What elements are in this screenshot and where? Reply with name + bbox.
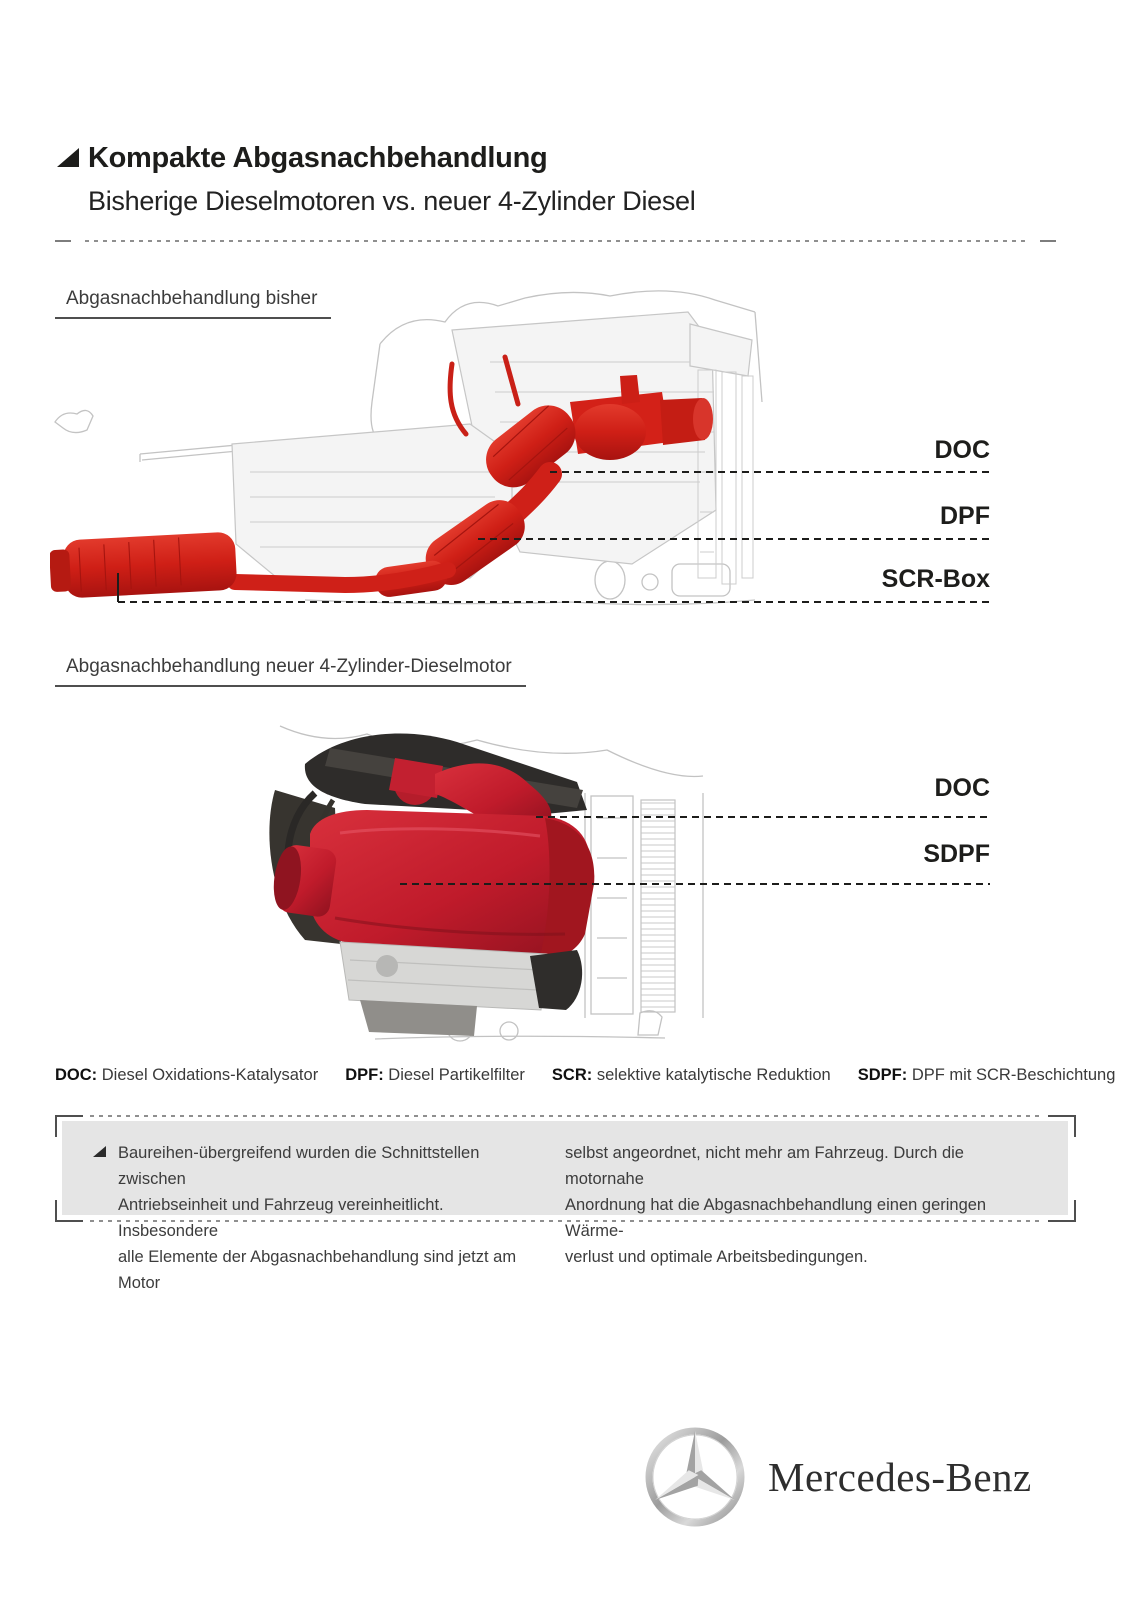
new-engine-illustration <box>245 698 705 1043</box>
divider-end-left <box>55 240 71 242</box>
note-corner-bottom-right <box>1048 1200 1076 1222</box>
note-column-left <box>118 1140 548 1296</box>
leader-line-scr-box <box>118 601 990 603</box>
glossary-item-sdpf <box>858 1066 1116 1085</box>
leader-line-doc-previous <box>550 471 990 473</box>
glossary-term: DOC: <box>55 1066 98 1084</box>
glossary-item-doc <box>55 1066 318 1085</box>
previous-engine-illustration <box>50 282 810 618</box>
glossary-row <box>55 1066 1115 1085</box>
glossary-definition: Diesel Oxidations-Katalysator <box>101 1066 319 1084</box>
section-label-new: Abgasnachbehandlung neuer 4-Zylinder-Dieselmotor <box>55 656 526 687</box>
note-line: alle Elemente der Abgasnachbehandlung sind jetzt am Motor <box>118 1248 517 1292</box>
glossary-term: SCR: <box>551 1066 593 1084</box>
callout-label-doc-previous: DOC <box>934 436 990 464</box>
glossary-definition: selektive katalytische Reduktion <box>596 1066 831 1084</box>
leader-line-doc-new <box>536 816 990 818</box>
note-corner-bottom-left <box>55 1200 83 1222</box>
glossary-term: SDPF: <box>857 1066 908 1084</box>
leader-line-dpf-previous <box>478 538 990 540</box>
glossary-definition: DPF mit SCR-Beschichtung <box>911 1066 1116 1084</box>
page-subtitle: Bisherige Dieselmotoren vs. neuer 4-Zylinder Diesel <box>88 186 696 216</box>
glossary-definition: Diesel Partikelfilter <box>388 1066 525 1084</box>
leader-line-sdpf <box>400 883 990 885</box>
note-column-right <box>565 1140 1035 1270</box>
note-line: selbst angeordnet, nicht mehr am Fahrzeug. Durch die motornahe <box>565 1144 964 1188</box>
header-divider <box>85 240 1030 242</box>
callout-label-doc-new: DOC <box>934 774 990 802</box>
note-corner-top-left <box>55 1115 83 1137</box>
note-line: Baureihen-übergreifend wurden die Schnittstellen zwischen <box>118 1144 480 1188</box>
glossary-term: DPF: <box>345 1066 384 1084</box>
callout-label-dpf-previous: DPF <box>940 502 990 530</box>
callout-label-sdpf: SDPF <box>923 840 990 868</box>
section-label-previous: Abgasnachbehandlung bisher <box>55 288 331 319</box>
brand-wordmark: Mercedes-Benz <box>768 1454 1032 1500</box>
page-title: Kompakte Abgasnachbehandlung <box>88 142 548 174</box>
callout-label-scr-box: SCR-Box <box>881 565 990 593</box>
glossary-item-scr <box>552 1066 831 1085</box>
note-corner-top-right <box>1048 1115 1076 1137</box>
glossary-item-dpf <box>345 1066 525 1085</box>
leader-tick-scr-box <box>117 573 119 602</box>
section-marker-icon <box>57 148 79 167</box>
note-divider-top <box>90 1115 1041 1117</box>
note-marker-icon <box>93 1146 106 1157</box>
note-line: Anordnung hat die Abgasnachbehandlung einen geringen Wärme- <box>565 1196 987 1240</box>
divider-end-right <box>1040 240 1056 242</box>
mercedes-star-icon <box>640 1422 750 1532</box>
note-line: Antriebseinheit und Fahrzeug vereinheitlicht. Insbesondere <box>118 1196 444 1240</box>
note-line: verlust und optimale Arbeitsbedingungen. <box>565 1248 868 1266</box>
